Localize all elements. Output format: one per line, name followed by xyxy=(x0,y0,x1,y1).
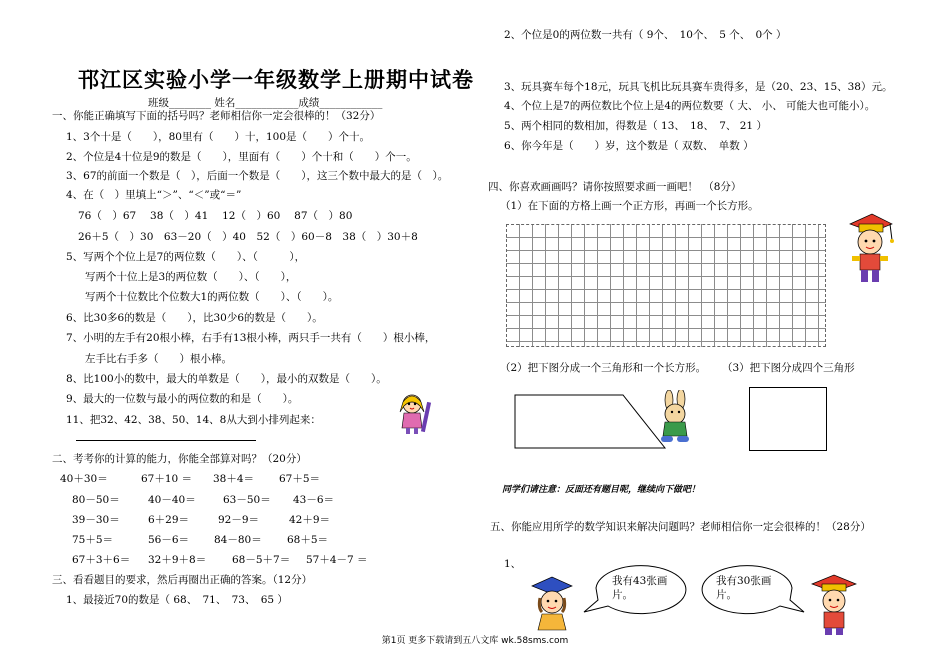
calc-item: 42＋9＝ xyxy=(289,514,331,526)
question-5-1: 1、 xyxy=(504,558,522,570)
answer-line xyxy=(76,440,256,441)
question-1-4: 4、在（ ）里填上“＞”、“＜”或“＝” xyxy=(66,189,242,201)
bubble-left-text: 我有43张画片。 xyxy=(612,575,668,601)
calc-item: 92－9＝ xyxy=(218,514,260,526)
question-1-8: 8、比100小的数中，最大的单数是（ ），最小的双数是（ ）。 xyxy=(66,373,387,385)
calc-item: 39－30＝ xyxy=(72,514,120,526)
calc-item: 67＋3＋6＝ xyxy=(72,554,131,566)
section-4-title: 四、你喜欢画画吗？请你按照要求画一画吧！ （8分） xyxy=(488,181,742,193)
question-3-5: 5、两个相同的数相加，得数是（ 13、 18、 7、 21 ） xyxy=(504,120,767,132)
calc-item: 6＋29＝ xyxy=(148,514,190,526)
calc-item: 68－5＋7＝ xyxy=(232,554,291,566)
section-5-title: 五、你能应用所学的数学知识来解决问题吗？老师相信你一定会很棒的！（28分） xyxy=(490,521,871,533)
section-2-title: 二、考考你的计算的能力，你能全部算对吗？（20分） xyxy=(52,453,307,465)
calc-item: 68＋5＝ xyxy=(287,534,329,546)
question-1-4-row-a: 76（ ）67 38（ ）41 12（ ）60 87（ ）80 xyxy=(78,210,353,222)
calc-item: 80－50＝ xyxy=(72,494,120,506)
question-1-11: 11、把32、42、38、50、14、8从大到小排列起来： xyxy=(66,414,321,426)
question-1-9: 9、最大的一位数与最小的两位数的和是（ ）。 xyxy=(66,393,299,405)
girl-with-pencil-illustration xyxy=(394,390,434,436)
calc-item: 63－50＝ xyxy=(223,494,271,506)
calc-item: 32＋9＋8＝ xyxy=(148,554,207,566)
question-3-1: 1、最接近70的数是（ 68、 71、 73、 65 ） xyxy=(66,594,288,606)
question-1-5: 5、写两个个位上是7的两位数（ ）、（ ）， xyxy=(66,251,306,263)
drawing-grid[interactable] xyxy=(506,224,826,347)
question-1-2: 2、个位是4十位是9的数是（ ），里面有（ ）个十和（ ）个一。 xyxy=(66,151,417,163)
calc-item: 40＋30＝ xyxy=(60,473,108,485)
calc-item: 43－6＝ xyxy=(293,494,335,506)
square-shape[interactable] xyxy=(749,387,827,451)
bunny-illustration xyxy=(653,390,699,446)
calc-item: 75＋5＝ xyxy=(72,534,114,546)
question-3-3: 3、玩具赛车每个18元，玩具飞机比玩具赛车贵得多，是（20、23、15、38）元。 xyxy=(504,81,893,93)
calc-item: 38＋4＝ xyxy=(213,473,255,485)
question-4-3: （3）把下图分成四个三角形 xyxy=(722,362,855,374)
section-1-title: 一、你能正确填写下面的括号吗？老师相信你一定会很棒的！（32分） xyxy=(52,110,381,122)
question-1-6: 6、比30多6的数是（ ），比30少6的数是（ ）。 xyxy=(66,312,323,324)
boy-graduate-illustration xyxy=(842,210,896,286)
calc-item: 57＋4－7 ＝ xyxy=(306,554,368,566)
question-1-1: 1、3个十是（ ），80里有（ ）十，100是（ ）个十。 xyxy=(66,131,371,143)
page-title: 邗江区实验小学一年级数学上册期中试卷 xyxy=(78,67,474,92)
question-3-4: 4、个位上是7的两位数比个位上是4的两位数要（ 大、 小、 可能大也可能小）。 xyxy=(504,100,876,112)
trapezoid-shape[interactable] xyxy=(513,393,668,450)
header-line: 班级________ 姓名____________成绩____________ xyxy=(148,97,383,109)
calc-item: 40－40＝ xyxy=(148,494,196,506)
calc-item: 84－80＝ xyxy=(214,534,262,546)
question-1-7: 7、小明的左手有20根小棒，右手有13根小棒，两只手一共有（ ）根小棒， xyxy=(66,332,436,344)
calc-item: 56－6＝ xyxy=(148,534,190,546)
question-4-1: （1）在下面的方格上画一个正方形，再画一个长方形。 xyxy=(500,200,759,212)
boy-graduate-illustration-bottom xyxy=(806,572,860,636)
question-1-5-line-3: 写两个十位数比个位数大1的两位数（ ）、（ ）。 xyxy=(85,291,339,303)
page-footer: 第1页 更多下载请到五八文库 wk.58sms.com xyxy=(381,636,569,646)
question-1-5-line-2: 写两个十位上是3的两位数（ ）、（ ）， xyxy=(85,271,297,283)
question-3-6: 6、你今年是（ ）岁，这个数是（ 双数、 单数 ） xyxy=(504,140,754,152)
question-1-3: 3、67的前面一个数是（ ），后面一个数是（ ），这三个数中最大的是（ ）。 xyxy=(66,170,449,182)
section-3-title: 三、看看题目的要求，然后再圈出正确的答案。（12分） xyxy=(52,574,313,586)
bubble-right-text: 我有30张画片。 xyxy=(716,575,772,601)
calc-item: 67＋10 ＝ xyxy=(141,473,193,485)
question-1-4-row-b: 26＋5（ ）30 63－20（ ）40 52（ ）60－8 38（ ）30＋8 xyxy=(78,231,418,243)
continue-notice: 同学们请注意：反面还有题目呢，继续向下做吧！ xyxy=(502,485,701,495)
question-3-2: 2、个位是0的两位数一共有（ 9个、 10个、 5 个、 0个 ） xyxy=(504,29,787,41)
question-1-7-line-2: 左手比右手多（ ）根小棒。 xyxy=(85,353,232,365)
girl-graduate-illustration xyxy=(528,574,576,634)
question-4-2: （2）把下图分成一个三角形和一个长方形。 xyxy=(500,362,707,374)
calc-item: 67＋5＝ xyxy=(279,473,321,485)
